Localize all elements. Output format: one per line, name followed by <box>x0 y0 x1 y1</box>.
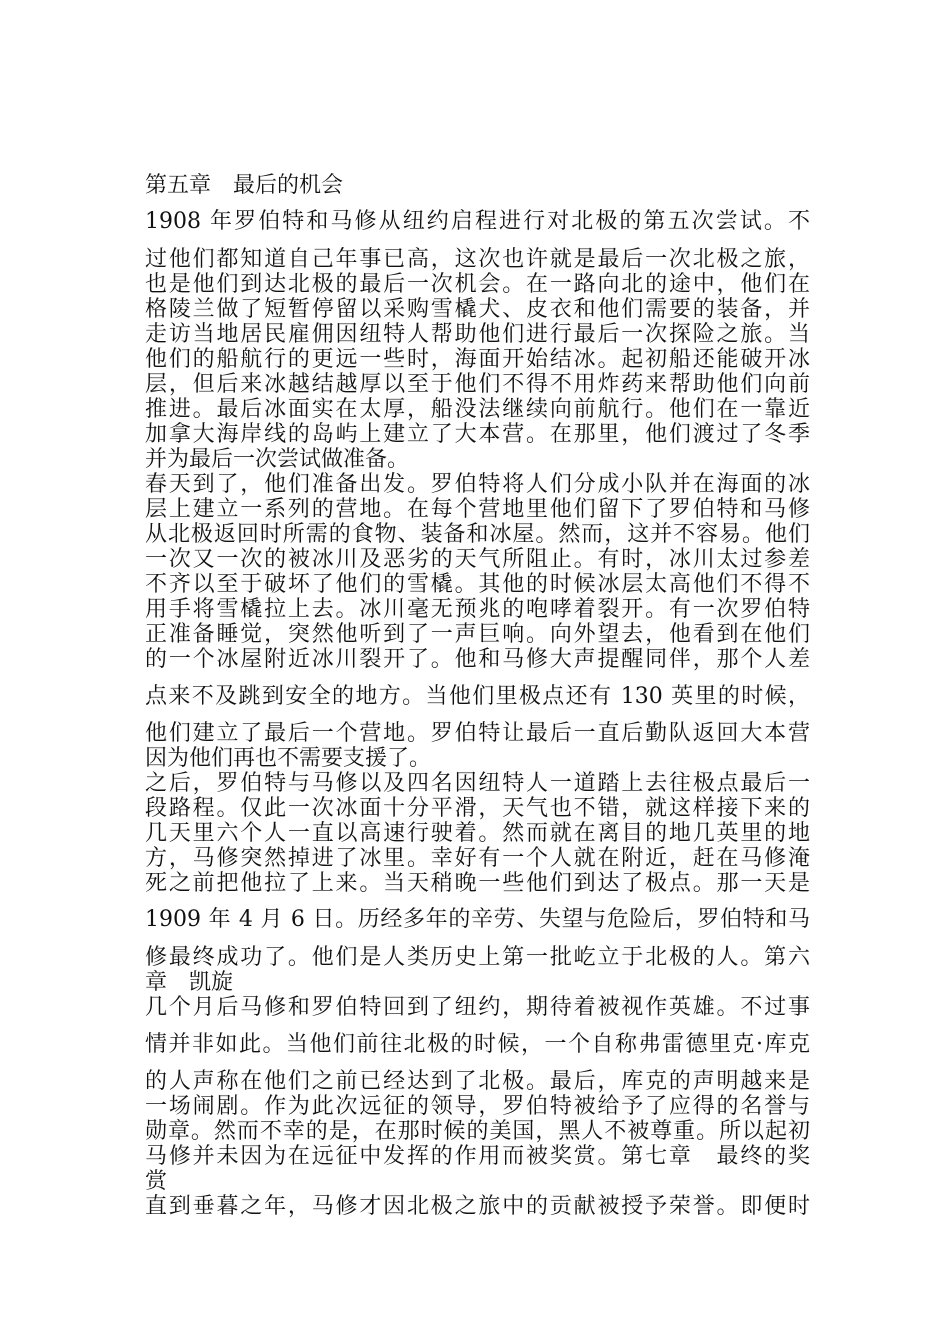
text-line: 的一个冰屋附近冰川裂开了。他和马修大声提醒同伴，那个人差 <box>145 647 810 672</box>
text-line: 正准备睡觉，突然他听到了一声巨响。向外望去，他看到在他们 <box>145 622 810 647</box>
text-line: 段路程。仅此一次冰面十分平滑，天气也不错，就这样接下来的 <box>145 796 810 821</box>
text-line: 从北极返回时所需的食物、装备和冰屋。然而，这并不容易。他们 <box>145 522 810 547</box>
text-line: 的人声称在他们之前已经达到了北极。最后，库克的声明越来是 <box>145 1069 810 1094</box>
text-line: 几天里六个人一直以高速行驶着。然而就在离目的地几英里的地 <box>145 821 810 846</box>
text-line: 格陵兰做了短暂停留以采购雪橇犬、皮衣和他们需要的装备，并 <box>145 297 810 322</box>
text-line: 勋章。然而不幸的是，在那时候的美国，黑人不被尊重。所以起初 <box>145 1119 810 1144</box>
text-line: 马修并未因为在远征中发挥的作用而被奖赏。第七章 最终的奖 <box>145 1144 810 1169</box>
text-line: 直到垂暮之年，马修才因北极之旅中的贡献被授予荣誉。即便时 <box>145 1194 810 1219</box>
text-line: 死之前把他拉了上来。当天稍晚一些他们到达了极点。那一天是 <box>145 871 810 896</box>
text-line: 赏 <box>145 1169 168 1194</box>
text-line: 方，马修突然掉进了冰里。幸好有一个人就在附近，赶在马修淹 <box>145 846 810 871</box>
text-line: 情并非如此。当他们前往北极的时候，一个自称弗雷德里克·库克 <box>145 1032 810 1057</box>
text-line: 1908 年罗伯特和马修从纽约启程进行对北极的第五次尝试。不 <box>145 209 810 234</box>
text-line: 修最终成功了。他们是人类历史上第一批屹立于北极的人。第六 <box>145 945 810 970</box>
text-line: 章 凯旋 <box>145 970 234 995</box>
text-line: 推进。最后冰面实在太厚，船没法继续向前航行。他们在一靠近 <box>145 397 810 422</box>
text-line: 他们建立了最后一个营地。罗伯特让最后一直后勤队返回大本营 <box>145 721 810 746</box>
text-line: 因为他们再也不需要支援了。 <box>145 746 432 771</box>
text-line: 用手将雪橇拉上去。冰川毫无预兆的咆哮着裂开。有一次罗伯特 <box>145 597 810 622</box>
text-line: 点来不及跳到安全的地方。当他们里极点还有 130 英里的时候， <box>145 684 810 709</box>
text-line: 加拿大海岸线的岛屿上建立了大本营。在那里，他们渡过了冬季 <box>145 422 810 447</box>
text-line: 走访当地居民雇佣因纽特人帮助他们进行最后一次探险之旅。当 <box>145 322 810 347</box>
text-line: 并为最后一次尝试做准备。 <box>145 447 410 472</box>
text-line: 一次又一次的被冰川及恶劣的天气所阻止。有时，冰川太过参差 <box>145 547 810 572</box>
text-line: 春天到了，他们准备出发。罗伯特将人们分成小队并在海面的冰 <box>145 472 810 497</box>
text-line: 层，但后来冰越结越厚以至于他们不得不用炸药来帮助他们向前 <box>145 372 810 397</box>
text-line: 一场闹剧。作为此次远征的领导，罗伯特被给予了应得的名誉与 <box>145 1094 810 1119</box>
text-line: 层上建立一系列的营地。在每个营地里他们留下了罗伯特和马修 <box>145 497 810 522</box>
chapter-title: 第五章 最后的机会 <box>145 173 344 198</box>
text-line: 之后，罗伯特与马修以及四名因纽特人一道踏上去往极点最后一 <box>145 771 810 796</box>
text-line: 也是他们到达北极的最后一次机会。在一路向北的途中，他们在 <box>145 272 810 297</box>
text-line: 他们的船航行的更远一些时，海面开始结冰。起初船还能破开冰 <box>145 347 810 372</box>
text-line: 几个月后马修和罗伯特回到了纽约，期待着被视作英雄。不过事 <box>145 995 810 1020</box>
text-line: 不齐以至于破坏了他们的雪橇。其他的时候冰层太高他们不得不 <box>145 572 810 597</box>
text-line: 1909 年 4 月 6 日。历经多年的辛劳、失望与危险后，罗伯特和马 <box>145 907 810 932</box>
text-line: 过他们都知道自己年事已高，这次也许就是最后一次北极之旅， <box>145 247 810 272</box>
